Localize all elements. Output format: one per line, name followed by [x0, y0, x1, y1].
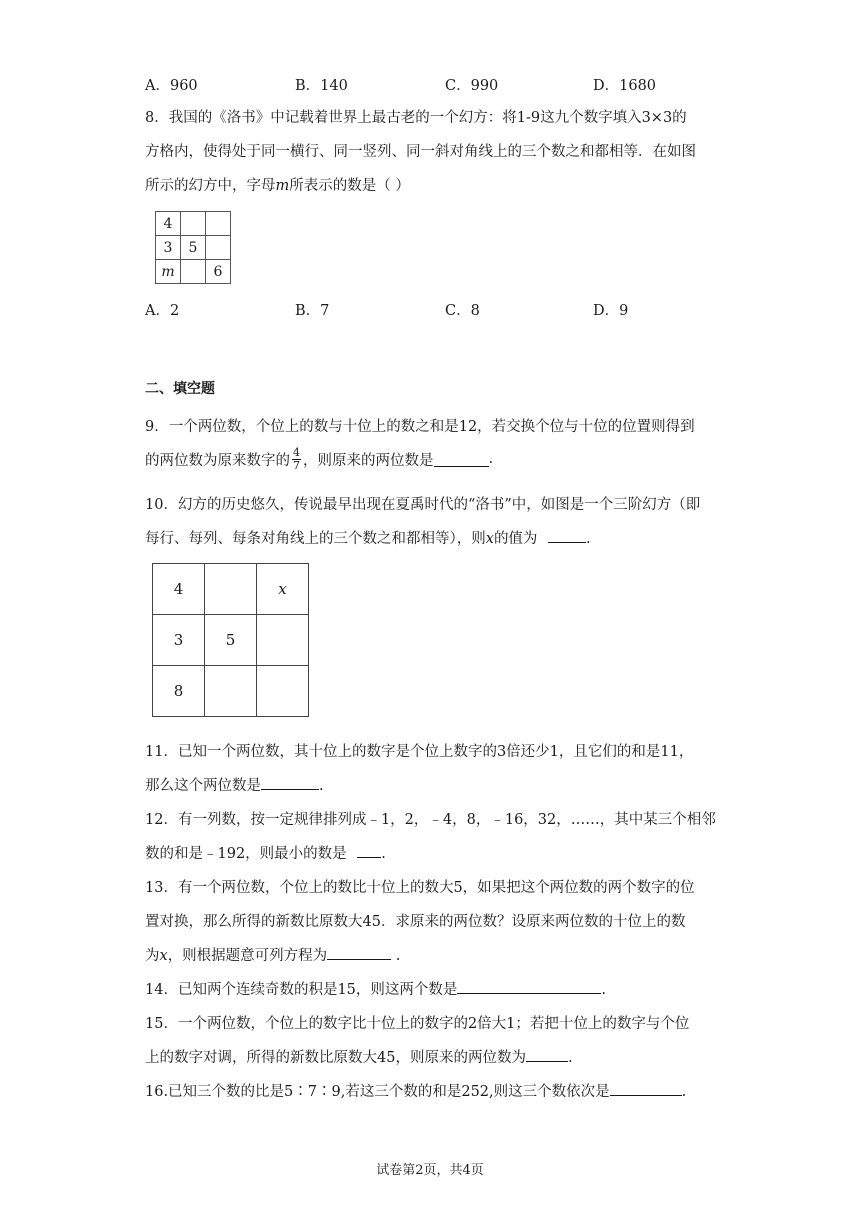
q8-cell: 5 [181, 236, 206, 260]
q12-line-2 [145, 842, 386, 863]
q14-line-1 [145, 978, 606, 999]
q15-answer-blank [526, 1047, 568, 1062]
q16-line-1-text-a: 16.已知三个数的比是5∶7∶9,若这三个数的和是252,则这三个数依次是 [145, 1084, 610, 1100]
q10-cell: 4 [153, 564, 205, 615]
q16-answer-blank [610, 1081, 682, 1096]
q13-line-3-text-a: 为 [145, 948, 160, 964]
q10-line-2 [145, 527, 591, 548]
q10-cell [257, 615, 309, 666]
q7-option-b: B．140 [295, 78, 348, 94]
q13-line-2: 置对换，那么所得的新数比原数大45．求原来的两位数？设原来两位数的十位上的数 [145, 914, 686, 930]
q9-line-2-text-b: ，则原来的两位数是 [303, 452, 434, 469]
q8-line-3-text-b: 所表示的数是（ ） [289, 178, 410, 194]
q10-magic-square [152, 563, 309, 717]
q7-option-d: D．1680 [593, 78, 657, 94]
q16-line-1 [145, 1080, 686, 1101]
q9-line-2-text-a: 的两位数为原来数字的 [145, 452, 290, 469]
q12-answer-blank [357, 843, 381, 858]
q13-variable-x: x [159, 948, 168, 964]
q8-cell [206, 236, 231, 260]
q15-line-2-text-a: 上的数字对调，所得的新数比原数大45，则原来的两位数为 [145, 1050, 526, 1066]
q10-line-2-text-b: 的值为 [493, 531, 538, 547]
q8-line-2: 方格内，使得处于同一横行、同一竖列、同一斜对角线上的三个数之和都相等．在如图 [145, 144, 696, 160]
q15-line-2-end: . [567, 1050, 573, 1066]
q10-answer-blank [548, 528, 586, 543]
q14-line-1-text-a: 14．已知两个连续奇数的积是15，则这两个数是 [145, 982, 458, 998]
q8-line-3-text-a: 所示的幻方中，字母 [145, 178, 276, 194]
q11-line-2-text-a: 那么这个两位数是 [145, 778, 261, 794]
q8-option-b: B．7 [295, 303, 330, 319]
q10-line-2-end: . [586, 531, 591, 547]
q9-fraction-numerator: 4 [293, 445, 300, 459]
q15-line-1: 15．一个两位数，个位上的数字比十位上的数字的2倍大1；若把十位上的数字与个位 [145, 1016, 690, 1032]
q8-option-c: C．8 [445, 303, 480, 319]
q11-line-2 [145, 774, 324, 795]
q7-option-a: A．960 [145, 78, 198, 94]
q15-line-2 [145, 1046, 573, 1067]
q10-line-2-text-a: 每行、每列、每条对角线上的三个数之和都相等），则 [145, 531, 486, 547]
q13-answer-blank [327, 945, 391, 960]
q10-line-1: 10．幻方的历史悠久，传说最早出现在夏禹时代的“洛书”中，如图是一个三阶幻方（即 [145, 497, 701, 513]
q9-fraction-denominator: 7 [293, 458, 300, 472]
q8-option-a: A．2 [145, 303, 180, 319]
q9-answer-blank [434, 452, 489, 467]
q8-cell: 3 [156, 236, 181, 260]
q14-answer-blank [457, 979, 601, 994]
q8-option-d: D．9 [593, 303, 629, 319]
q12-line-2-text-a: 数的和是﹣192，则最小的数是 [145, 846, 347, 862]
q8-cell [206, 212, 231, 236]
q8-cell: 6 [206, 260, 231, 284]
q14-line-1-end: . [601, 982, 607, 998]
q11-line-1: 11．已知一个两位数，其十位上的数字是个位上数字的3倍还少1，且它们的和是11， [145, 744, 694, 760]
section-title: 二、填空题 [145, 381, 215, 397]
q12-line-1: 12．有一列数，按一定规律排列成﹣1，2，﹣4，8，﹣16，32，……，其中某三个相邻 [145, 812, 716, 828]
q10-cell [205, 666, 257, 717]
q9-fraction [292, 447, 301, 472]
q9-line-2 [145, 438, 493, 480]
q8-cell: 4 [156, 212, 181, 236]
q13-line-3-end: . [395, 948, 401, 964]
q8-line-3 [145, 174, 410, 195]
q10-cell [205, 564, 257, 615]
q9-line-2-end: . [488, 451, 494, 467]
q8-variable-m: m [275, 178, 290, 194]
q10-cell: 5 [205, 615, 257, 666]
q11-line-2-end: . [319, 778, 324, 794]
q10-cell: 8 [153, 666, 205, 717]
q8-cell [181, 260, 206, 284]
page-footer: 试卷第2页，共4页 [376, 1163, 484, 1178]
q16-line-1-end: . [681, 1084, 687, 1100]
q12-line-2-end: . [381, 846, 386, 862]
q10-cell [257, 666, 309, 717]
q13-line-3-text-b: ，则根据题意可列方程为 [167, 948, 328, 964]
q8-cell: m [156, 260, 181, 284]
q10-variable-x: x [485, 531, 494, 547]
q13-line-1: 13．有一个两位数，个位上的数比十位上的数大5，如果把这个两位数的两个数字的位 [145, 880, 695, 896]
q9-line-1: 9．一个两位数，个位上的数与十位上的数之和是12，若交换个位与十位的位置则得到 [145, 419, 695, 435]
q8-cell [181, 212, 206, 236]
q10-cell: x [257, 564, 309, 615]
q11-answer-blank [261, 775, 319, 790]
q10-cell: 3 [153, 615, 205, 666]
q13-line-3 [145, 944, 400, 965]
q8-magic-square [155, 211, 231, 284]
q7-option-c: C．990 [445, 78, 499, 94]
q8-line-1: 8．我国的《洛书》中记载着世界上最古老的一个幻方：将1-9这九个数字填入3×3的 [145, 110, 687, 126]
